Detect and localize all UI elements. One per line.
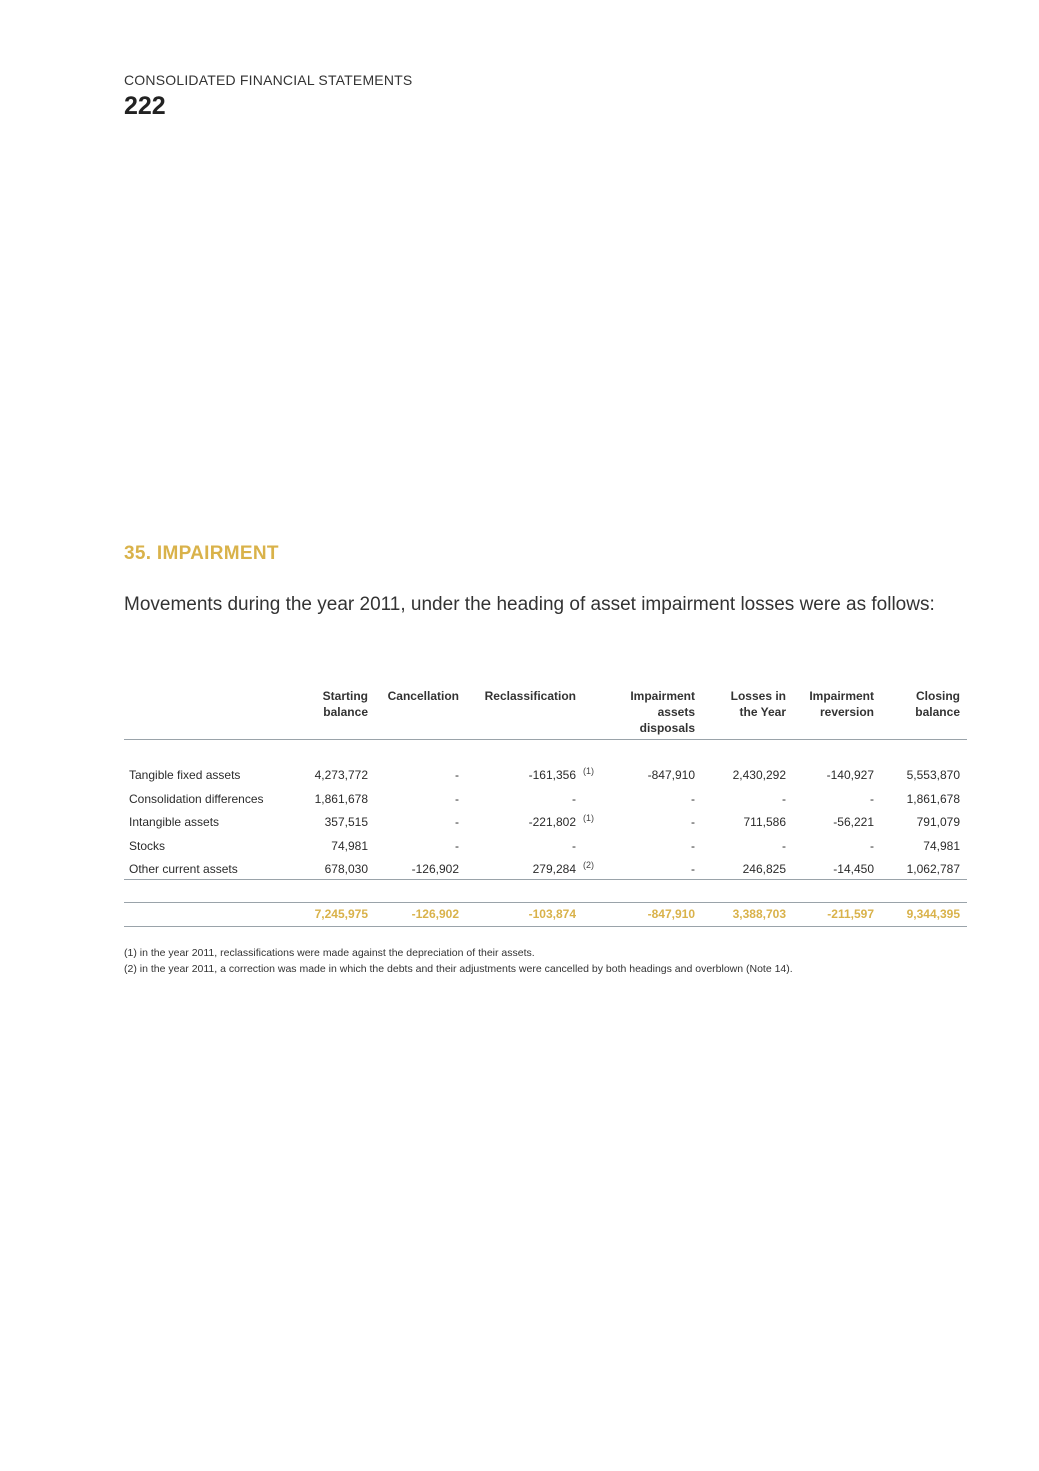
totals-row — [124, 907, 967, 927]
table-header — [124, 688, 967, 740]
col-header-starting-balance: Starting balance — [322, 689, 368, 719]
total-closing-balance: 9,344,395 — [906, 907, 960, 921]
col-header-losses-in-year: Losses in the Year — [730, 689, 786, 719]
table-row — [124, 768, 967, 792]
col-header-impairment-reversion: Impairment reversion — [809, 689, 874, 719]
cell-reclassification: -161,356 — [528, 768, 576, 782]
cell-starting-balance: 4,273,772 — [314, 768, 368, 782]
row-label: Stocks — [129, 838, 166, 853]
cell-cancellation: - — [455, 791, 459, 806]
col-header-closing-balance: Closing balance — [915, 689, 960, 719]
cell-reclassification: - — [572, 791, 576, 806]
total-reclassification: -103,874 — [528, 907, 576, 921]
total-starting-balance: 7,245,975 — [314, 907, 368, 921]
cell-cancellation: - — [455, 815, 459, 829]
col-header-impairment-disposals: Impairment assets disposals — [630, 689, 695, 735]
cell-closing-balance: 74,981 — [923, 838, 960, 853]
col-header-cancellation: Cancellation — [387, 689, 459, 703]
row-label: Tangible fixed assets — [129, 768, 241, 782]
col-header-reclassification: Reclassification — [484, 689, 576, 703]
cell-impairment-disposals: -847,910 — [647, 768, 695, 782]
section-title: 35. IMPAIRMENT — [124, 543, 279, 564]
cell-cancellation: - — [455, 768, 459, 782]
cell-cancellation: - — [455, 838, 459, 853]
cell-reclassification: -221,802 — [528, 815, 576, 829]
table-body — [124, 768, 967, 886]
total-impairment-disposals: -847,910 — [647, 907, 695, 921]
total-losses-in-year: 3,388,703 — [732, 907, 786, 921]
footnote-ref: (2) — [583, 860, 594, 870]
cell-starting-balance: 1,861,678 — [314, 791, 368, 806]
cell-starting-balance: 678,030 — [324, 862, 368, 876]
total-bottom-rule — [124, 926, 967, 927]
cell-losses-in-year: - — [782, 838, 786, 853]
total-top-rule — [124, 902, 967, 903]
table-row — [124, 792, 967, 816]
cell-impairment-reversion: - — [870, 791, 874, 806]
cell-impairment-reversion: -140,927 — [826, 768, 874, 782]
cell-impairment-reversion: - — [870, 838, 874, 853]
cell-losses-in-year: 246,825 — [742, 862, 786, 876]
cell-losses-in-year: - — [782, 791, 786, 806]
header-label: CONSOLIDATED FINANCIAL STATEMENTS — [124, 72, 413, 88]
cell-reclassification: - — [572, 838, 576, 853]
table-row — [124, 839, 967, 863]
header-divider — [124, 739, 967, 740]
footnote-ref: (1) — [583, 813, 594, 823]
impairment-table — [124, 688, 967, 921]
cell-impairment-disposals: - — [691, 815, 695, 829]
page-number: 222 — [124, 92, 166, 120]
cell-closing-balance: 1,861,678 — [906, 791, 960, 806]
table-row — [124, 815, 967, 839]
cell-impairment-reversion: -14,450 — [833, 862, 874, 876]
cell-cancellation: -126,902 — [411, 862, 459, 876]
cell-impairment-disposals: - — [691, 862, 695, 876]
cell-impairment-reversion: -56,221 — [833, 815, 874, 829]
total-impairment-reversion: -211,597 — [827, 907, 874, 921]
cell-losses-in-year: 2,430,292 — [732, 768, 786, 782]
row-label: Intangible assets — [129, 815, 220, 829]
cell-starting-balance: 357,515 — [324, 815, 368, 829]
footnotes — [124, 945, 793, 977]
footnote-ref: (1) — [583, 766, 594, 776]
footnote-1: (1) in the year 2011, reclassifications were made against the depreciation of their assets. — [124, 947, 535, 959]
body-bottom-rule — [124, 879, 967, 880]
cell-closing-balance: 5,553,870 — [906, 768, 960, 782]
cell-losses-in-year: 711,586 — [743, 815, 786, 829]
row-label: Other current assets — [129, 862, 238, 876]
cell-impairment-disposals: - — [691, 791, 695, 806]
table-row — [124, 862, 967, 886]
cell-closing-balance: 1,062,787 — [906, 862, 960, 876]
footnote-2: (2) in the year 2011, a correction was made in which the debts and their adjustments were cancelled by both headings and overblown (Note 14). — [124, 963, 793, 975]
section-intro: Movements during the year 2011, under the heading of asset impairment losses were as follows: — [124, 594, 935, 615]
total-cancellation: -126,902 — [411, 907, 459, 921]
cell-starting-balance: 74,981 — [331, 838, 368, 853]
cell-reclassification: 279,284 — [532, 862, 576, 876]
cell-closing-balance: 791,079 — [916, 815, 960, 829]
cell-impairment-disposals: - — [691, 838, 695, 853]
row-label: Consolidation differences — [129, 791, 264, 806]
